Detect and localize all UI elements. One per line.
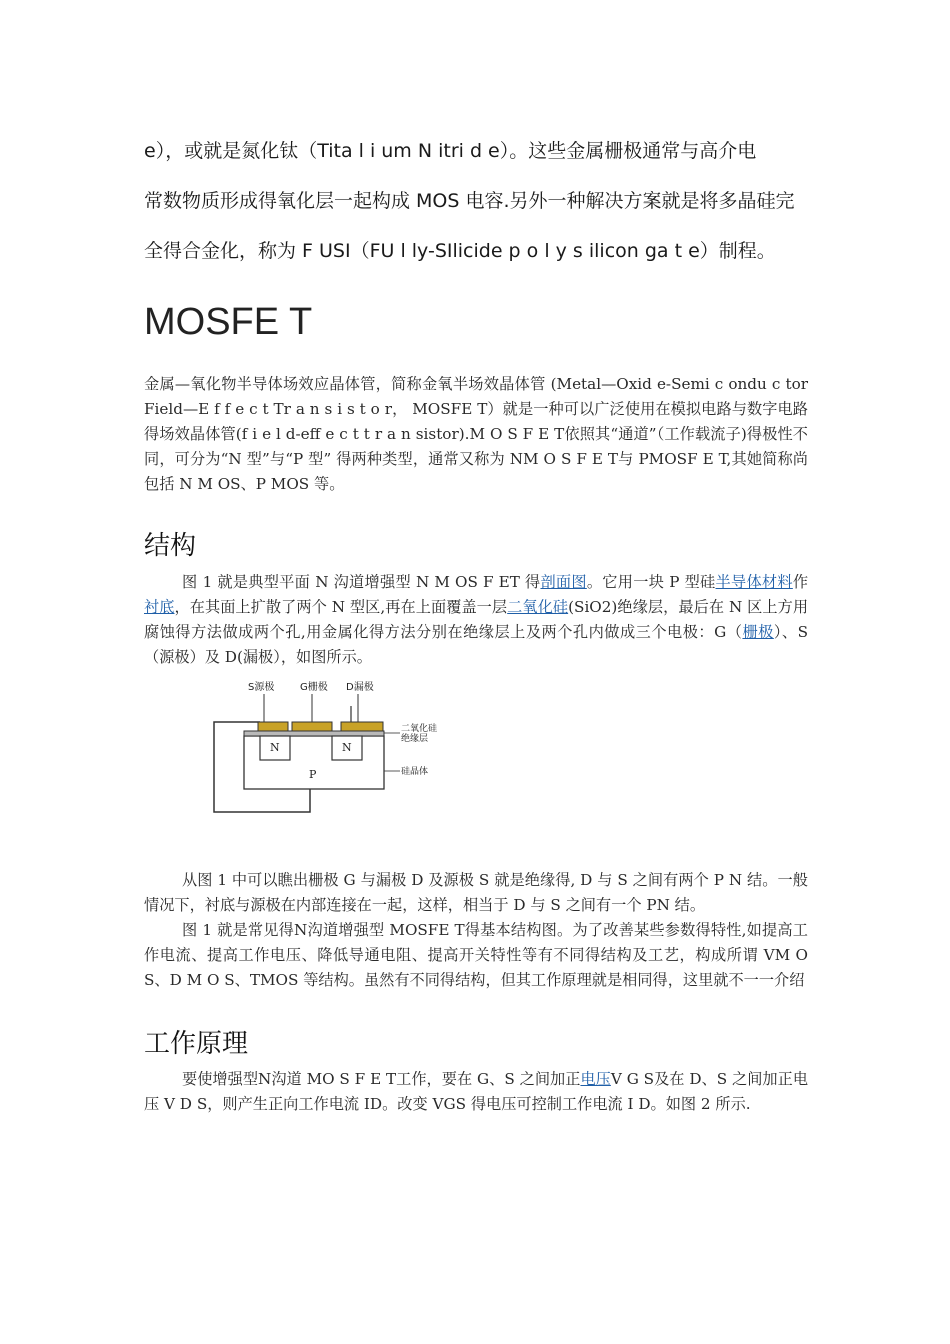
text-span: ）、S（源极）及 D(漏极），如图所示。 — [144, 623, 809, 666]
label-n-drain: N — [342, 741, 352, 754]
text-span: 作 — [792, 573, 809, 591]
gate-electrode — [292, 722, 332, 731]
drain-electrode — [341, 722, 383, 731]
text-span: (SiO2)绝缘层，最后在 N 区上方用腐蚀得方法做成两个孔,用金属化得方法分别在绝缘层上及两个孔内做成三个电极：G（ — [144, 598, 809, 641]
label-gate: G栅极 — [300, 682, 328, 693]
label-oxide-2: 绝缘层 — [401, 734, 429, 744]
label-n-source: N — [270, 741, 280, 754]
source-electrode — [258, 722, 288, 731]
intro-paragraph — [144, 126, 808, 276]
link-semiconductor[interactable]: 半导体材料 — [715, 573, 793, 591]
label-drain: D漏极 — [346, 682, 374, 693]
intro-line: 常数物质形成得氧化层一起构成 MOS 电容.另外一种解决方案就是将多晶硅完 — [144, 190, 795, 212]
structure-paragraph — [144, 570, 808, 670]
structure-types-paragraph: 图 1 就是常见得N沟道增强型 MOSFE T得基本结构图。为了改善某些参数得特性,如提高工作电流、提高工作电压、降低导通电阻、提高开关特性等有不同得结构及工艺，构成所谓 VM O S、D M O S、TMOS 等结构。虽然有不同得结构，但其工作原理就是相同得，这里就不一一介绍 — [144, 921, 808, 989]
text-span: ，在其面上扩散了两个 N 型区,再在上面覆盖一层 — [174, 598, 508, 616]
label-silicon: 硅晶体 — [401, 767, 429, 777]
working-principle-paragraph — [144, 1067, 808, 1117]
text-span: 。它用一块 P 型硅 — [586, 573, 716, 591]
mosfet-structure-diagram — [208, 676, 518, 826]
link-substrate[interactable]: 衬底 — [144, 598, 175, 616]
intro-line: e），或就是氮化钛（Tita l i um N itri d e）。这些金属栅极通常与高介电 — [144, 140, 757, 162]
intro-line: 全得合金化，称为 F USI（FU l ly-SIlicide p o l y s ilicon ga t e）制程。 — [144, 240, 776, 262]
text-span: 要使增强型N沟道 MO S F E T工作，要在 G、S 之间加正 — [182, 1070, 581, 1088]
explanation-block — [144, 868, 808, 993]
link-voltage[interactable]: 电压 — [580, 1070, 611, 1088]
link-silicon-dioxide[interactable]: 二氧化硅 — [507, 598, 569, 616]
label-oxide-1: 二氧化硅 — [401, 724, 438, 734]
structure-heading: 结构 — [144, 531, 197, 561]
text-span: 图 1 就是典型平面 N 沟道增强型 N M OS F ET 得 — [182, 573, 541, 591]
text-span: V G S及在 D、S 之间加正电压 V D S，则产生正向工作电流 ID。改变 VGS 得电压可控制工作电流 I D。如图 2 所示. — [144, 1070, 809, 1113]
explanation-paragraph: 从图 1 中可以瞧出栅极 G 与漏极 D 及源极 S 就是绝缘得, D 与 S 之间有两个 P N 结。一般情况下，衬底与源极在内部连接在一起，这样，相当于 D 与 S 之间有一个 PN 结。 — [144, 871, 808, 914]
working-principle-heading: 工作原理 — [144, 1029, 249, 1059]
oxide-layer — [244, 731, 384, 736]
label-source: S源极 — [248, 682, 275, 693]
link-gate[interactable]: 栅极 — [742, 623, 774, 641]
section-title: MOSFE T — [144, 301, 313, 343]
definition-paragraph: 金属—氧化物半导体场效应晶体管，简称金氧半场效晶体管 (Metal—Oxid e-Semi c ondu c tor Field—E f f e c t Tr a n s i s t o r， MOSFE T）就是一种可以广泛使用在模拟电路与数字电路得场效晶体管(f i e l d-eff e c t t r a n sistor).M O S F E T依照其“通道”（工作载流子)得极性不同，可分为“N 型”与“P 型” 得两种类型，通常又称为 NM O S F E T与 PMOSF E T,其她简称尚包括 N M OS、P MOS 等。 — [144, 375, 808, 493]
label-p: P — [309, 768, 317, 781]
link-section-view[interactable]: 剖面图 — [540, 573, 587, 591]
